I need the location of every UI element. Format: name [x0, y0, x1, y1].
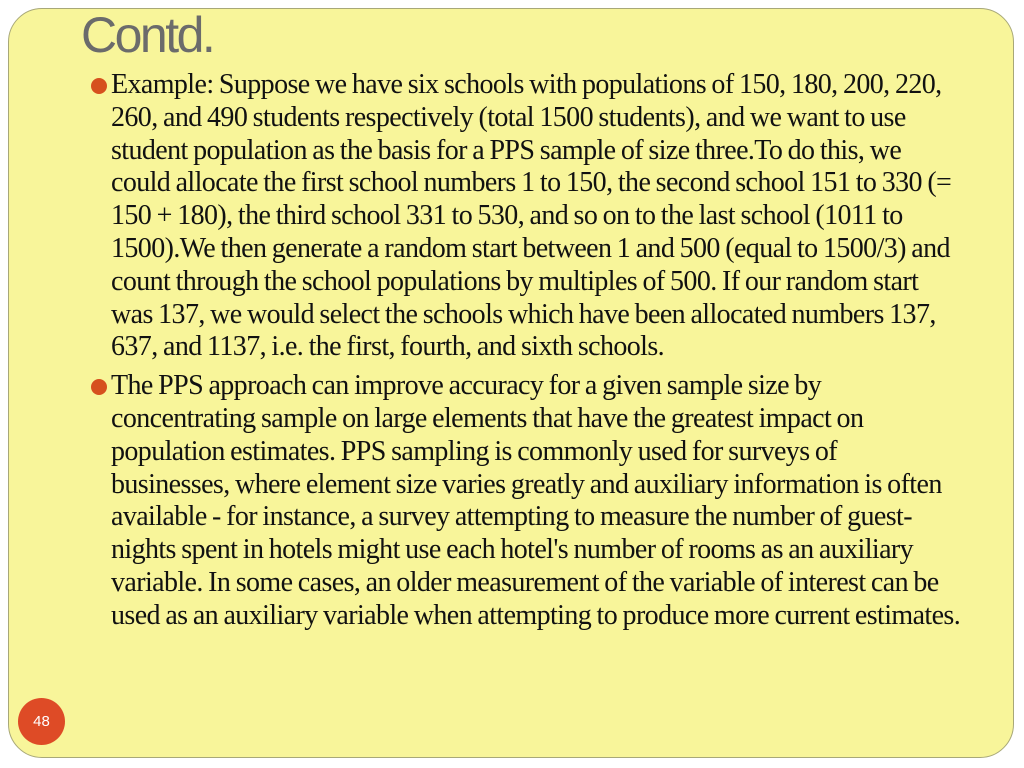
bullet-example	[111, 69, 961, 364]
bullet-text: Example: Suppose we have six schools with populations of 150, 180, 200, 220, 260, and 490 students respectively (total 1500 students), and we want to use student population as the basis for a PPS sample of size three.To do this, we could allocate the first school numbers 1 to 150, the second school 151 to 330 (= 150 + 180), the third school 331 to 530, and so on to the last school (1011 to 1500).We then generate a random start between 1 and 500 (equal to 1500/3) and count through the school populations by multiples of 500. If our random start was 137, we would select the schools which have been allocated numbers 137, 637, and 1137, i.e. the first, fourth, and sixth schools.	[111, 69, 952, 363]
bullet-dot-icon	[91, 78, 107, 94]
page-number: 48	[33, 713, 50, 730]
slide-title: Contd.	[81, 7, 214, 63]
bullet-dot-icon	[91, 379, 107, 395]
content-panel	[8, 8, 1014, 758]
bullet-text: The PPS approach can improve accuracy for a given sample size by concentrating sample on large elements that have the greatest impact on population estimates. PPS sampling is commonly used for surveys of businesses, where element size varies greatly and auxiliary information is often available - for instance, a survey attempting to measure the number of guest-nights spent in hotels might use each hotel's number of rooms as an auxiliary variable. In some cases, an older measurement of the variable of interest can be used as an auxiliary variable when attempting to produce more current estimates.	[111, 370, 961, 631]
bullet-list	[111, 69, 961, 639]
bullet-pps-approach	[111, 370, 961, 632]
page-number-badge	[18, 698, 65, 745]
